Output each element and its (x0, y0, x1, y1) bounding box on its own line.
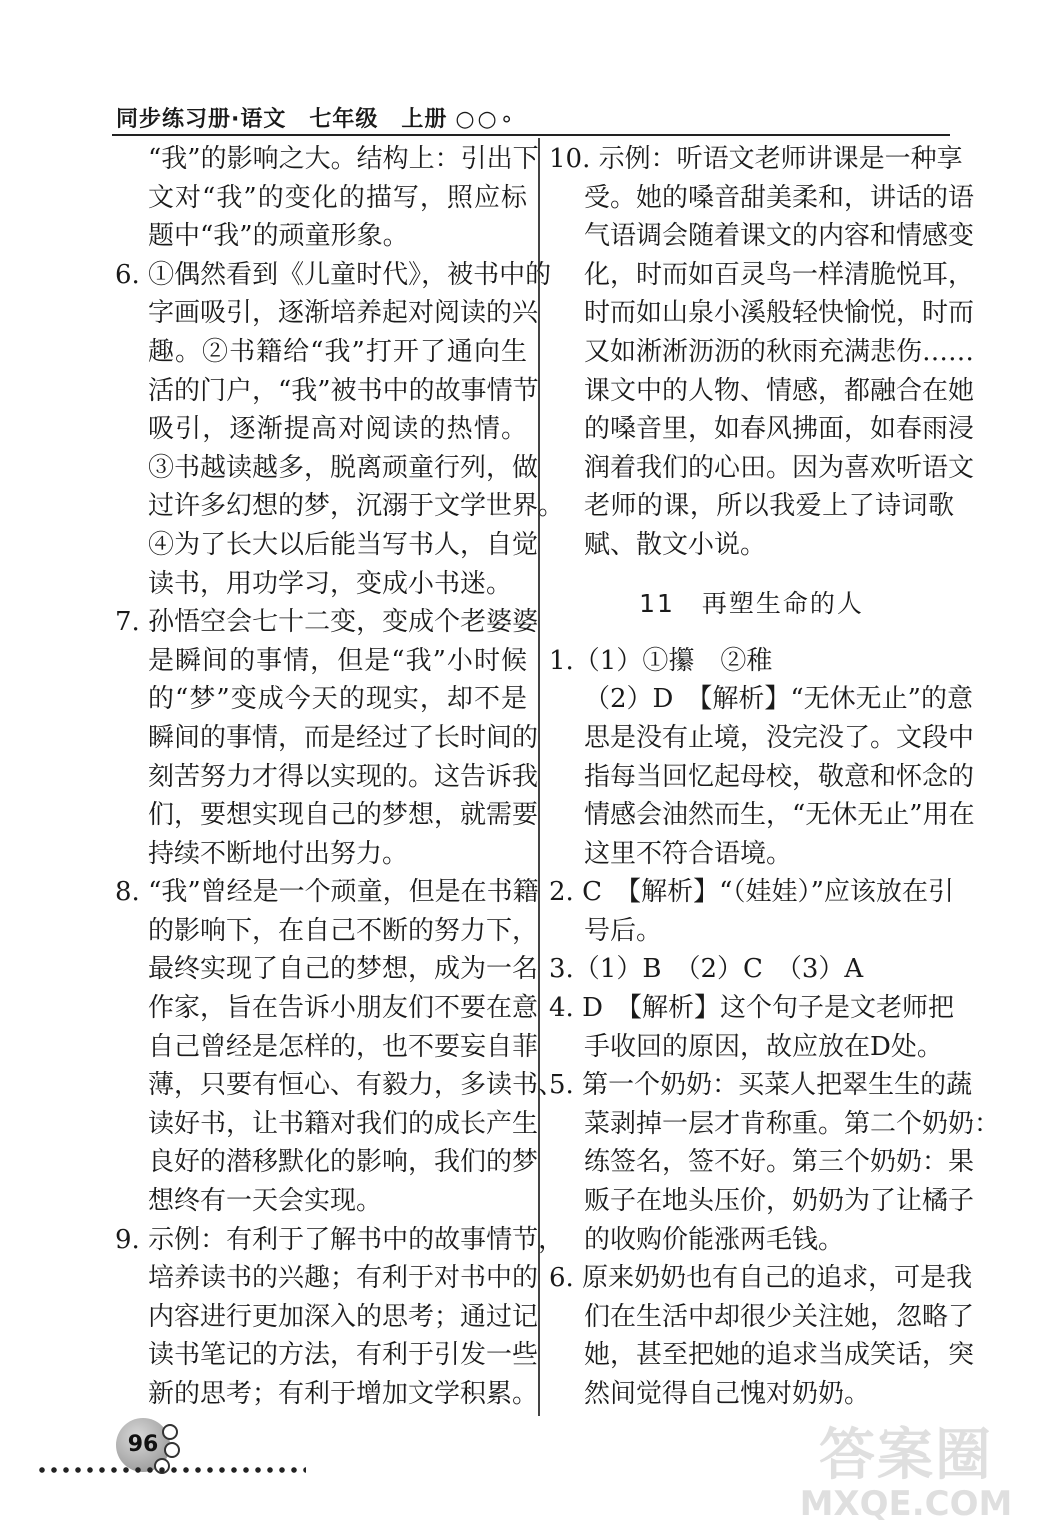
text-line: 6. ①偶然看到《儿童时代》，被书中的 (115, 259, 552, 290)
text-line: 9. 示例：有利于了解书中的故事情节， (115, 1224, 565, 1255)
text-line: 作家，旨在告诉小朋友们不要在意 (148, 993, 539, 1024)
text-line: （2）D 【解析】“无休无止”的意 (584, 684, 973, 715)
text-line: 时而如山泉小溪般轻快愉悦，时而 (584, 298, 975, 329)
text-line: 字画吸引，逐渐培养起对阅读的兴 (148, 298, 539, 329)
text-line: 情感会油然而生，“无休无止”用在 (584, 800, 975, 831)
text-line: 过许多幻想的梦，沉溺于文学世界。 (148, 491, 565, 522)
text-line: 老师的课，所以我爱上了诗词歌 (584, 491, 954, 522)
badge-dot-icon (162, 1424, 178, 1440)
header-title-wrap (116, 102, 517, 133)
left-column (115, 140, 565, 1414)
text-line: 们在生活中却很少关注她，忽略了 (584, 1301, 975, 1332)
text-line: 薄，只要有恒心、有毅力，多读书、 (148, 1070, 565, 1101)
text-line: 这里不符合语境。 (584, 838, 793, 869)
text-line: 自己曾经是怎样的，也不要妄自菲 (148, 1031, 539, 1062)
header-title: 同步练习册·语文 七年级 上册 (116, 107, 448, 132)
text-line: 化，时而如百灵鸟一样清脆悦耳， (584, 259, 975, 290)
text-line: 刻苦努力才得以实现的。这告诉我 (148, 761, 539, 792)
text-line: 号后。 (584, 915, 663, 946)
text-line: 10. 示例：听语文老师讲课是一种享 (549, 144, 963, 174)
text-line: 赋、散文小说。 (584, 529, 767, 560)
text-line: 题中“我”的顽童形象。 (148, 221, 409, 252)
text-line: 最终实现了自己的梦想，成为一名 (148, 954, 539, 985)
text-line: 7. 孙悟空会七十二变，变成个老婆婆 (115, 607, 539, 638)
text-line: 文对“我”的变化的描写，照应标 (148, 182, 527, 213)
badge-dot-icon (164, 1442, 180, 1458)
text-line: 然间觉得自己愧对奶奶。 (584, 1379, 871, 1409)
text-line: 读书笔记的方法，有利于引发一些 (148, 1340, 539, 1371)
text-line: ④为了长大以后能当写书人，自觉 (148, 529, 539, 560)
text-line: 的“梦”变成今天的现实，却不是 (148, 684, 527, 715)
text-line: 润着我们的心田。因为喜欢听语文 (584, 452, 975, 483)
text-line: 课文中的人物、情感，都融合在她 (584, 375, 975, 406)
text-line: 持续不断地付出努力。 (148, 838, 409, 869)
text-line: 菜剥掉一层才肯称重。第二个奶奶： (584, 1108, 1001, 1139)
page-number: 96 (127, 1432, 159, 1457)
text-line: “我”的影响之大。结构上：引出下 (148, 144, 539, 174)
text-line: 指每当回忆起母校，敬意和怀念的 (584, 761, 975, 792)
text-line: 读书，用功学习，变成小书迷。 (148, 568, 513, 599)
text-line: 3.（1）B （2）C （3）A (549, 954, 864, 985)
text-line: 贩子在地头压价，奶奶为了让橘子 (584, 1186, 975, 1217)
watermark-logo (776, 1423, 1036, 1526)
right-column (549, 140, 1001, 1414)
text-line: 新的思考；有利于增加文学积累。 (148, 1379, 539, 1409)
text-line: 活的门户，“我”被书中的故事情节 (148, 375, 539, 406)
text-line: 思是没有止境，没完没了。文段中 (584, 722, 975, 753)
text-line: 6. 原来奶奶也有自己的追求，可是我 (549, 1263, 973, 1294)
text-line: 练签名，签不好。第三个奶奶：果 (584, 1147, 975, 1178)
page-number-badge (116, 1418, 170, 1472)
text-line: 又如淅淅沥沥的秋雨充满悲伤…… (584, 336, 975, 367)
watermark-top: 答案圈 (819, 1423, 993, 1488)
footer-dotted-line (36, 1466, 306, 1474)
text-line: 培养读书的兴趣；有利于对书中的 (148, 1263, 539, 1294)
text-line: 的收购价能涨两毛钱。 (584, 1224, 845, 1255)
text-line: 瞬间的事情，而是经过了长时间的 (148, 722, 539, 753)
text-line: ③书越读越多，脱离顽童行列，做 (148, 452, 539, 483)
text-line: 趣。②书籍给“我”打开了通向生 (148, 336, 527, 367)
text-line: 4. D 【解析】这个句子是文老师把 (549, 993, 954, 1024)
text-line: 想终有一天会实现。 (148, 1186, 383, 1217)
section-title: 11 再塑生命的人 (639, 588, 864, 618)
text-line: 的影响下，在自己不断的努力下， (148, 915, 539, 946)
text-line: 1.（1）①攥 ②稚 (549, 645, 773, 676)
text-line: 内容进行更加深入的思考；通过记 (148, 1301, 539, 1332)
text-line: 8. “我”曾经是一个顽童，但是在书籍 (115, 877, 539, 908)
watermark-bottom: MXQE.COM (799, 1484, 1013, 1524)
text-line: 5. 第一个奶奶：买菜人把翠生生的蔬 (549, 1070, 973, 1101)
text-line: 良好的潜移默化的影响，我们的梦 (148, 1147, 539, 1178)
text-line: 受。她的嗓音甜美柔和，讲话的语 (584, 182, 975, 213)
text-line: 2. C 【解析】“（娃娃）”应该放在引 (549, 877, 954, 908)
text-line: 气语调会随着课文的内容和情感变 (584, 221, 975, 252)
text-line: 的嗓音里，如春风拂面，如春雨浸 (584, 414, 975, 445)
text-line: 们，要想实现自己的梦想，就需要 (148, 800, 539, 831)
text-line: 她，甚至把她的追求当成笑话，突 (584, 1340, 975, 1371)
header-dots: ○○∘ (455, 107, 517, 132)
text-line: 读好书，让书籍对我们的成长产生 (148, 1108, 539, 1139)
text-line: 手收回的原因，故应放在D处。 (584, 1031, 943, 1062)
page-header (112, 100, 950, 136)
text-line: 是瞬间的事情，但是“我”小时候 (148, 645, 527, 676)
text-line: 吸引，逐渐提高对阅读的热情。 (148, 414, 527, 445)
